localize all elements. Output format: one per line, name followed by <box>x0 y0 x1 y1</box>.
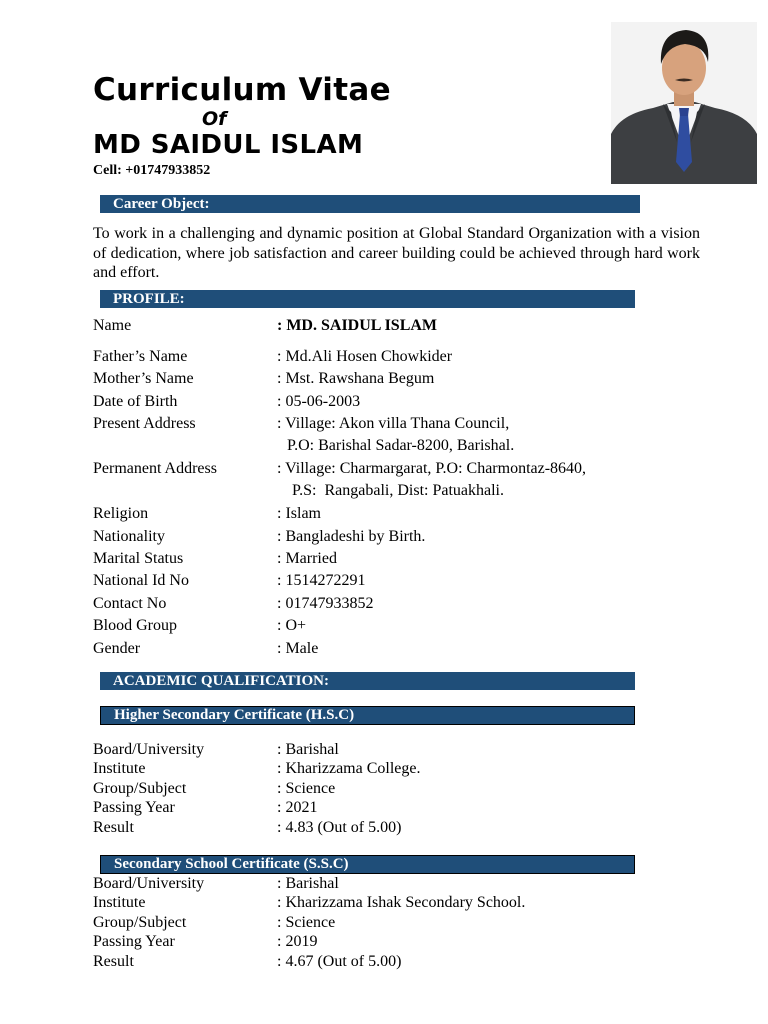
ssc-value-institute: : Kharizzama Ishak Secondary School. <box>277 894 526 911</box>
academic-heading <box>100 672 635 690</box>
career-object-text: To work in a challenging and dynamic position at Global Standard Organization with a vision of dedication, where job satisfaction and career building could be achieved through hard work and effort. <box>93 225 700 281</box>
profile-value-present-address-line2: P.O: Barishal Sadar-8200, Barishal. <box>287 437 515 454</box>
profile-label-marital-status: Marital Status <box>93 550 184 567</box>
profile-label-present-address: Present Address <box>93 415 196 432</box>
profile-value-present-address: : Village: Akon villa Thana Council, <box>277 415 510 432</box>
hsc-label-year: Passing Year <box>93 799 175 816</box>
ssc-heading <box>100 855 635 874</box>
hsc-value-result: : 4.83 (Out of 5.00) <box>277 819 402 836</box>
profile-heading-text: PROFILE: <box>113 291 185 307</box>
career-object-heading <box>100 195 640 213</box>
profile-label-gender: Gender <box>93 640 141 657</box>
profile-label-name: Name <box>93 317 132 334</box>
profile-value-permanent-address-line2: P.S: Rangabali, Dist: Patuakhali. <box>292 482 504 499</box>
profile-value-national-id: : 1514272291 <box>277 572 366 589</box>
profile-value-father: : Md.Ali Hosen Chowkider <box>277 348 453 365</box>
hsc-label-result: Result <box>93 819 134 836</box>
candidate-name: MD SAIDUL ISLAM <box>93 130 364 160</box>
profile-value-marital-status: : Married <box>277 550 337 567</box>
hsc-label-group: Group/Subject <box>93 780 187 797</box>
portrait-image <box>611 22 757 184</box>
profile-label-national-id: National Id No <box>93 572 189 589</box>
profile-label-religion: Religion <box>93 505 149 522</box>
profile-value-blood-group: : O+ <box>277 617 307 634</box>
career-object-heading-text: Career Object: <box>113 196 210 212</box>
profile-heading <box>100 290 635 308</box>
profile-label-father: Father’s Name <box>93 348 188 365</box>
profile-photo <box>611 22 757 184</box>
profile-value-contact: : 01747933852 <box>277 595 374 612</box>
ssc-value-board: : Barishal <box>277 875 339 892</box>
hsc-label-institute: Institute <box>93 760 146 777</box>
ssc-label-year: Passing Year <box>93 933 175 950</box>
profile-value-mother: : Mst. Rawshana Begum <box>277 370 435 387</box>
ssc-label-group: Group/Subject <box>93 914 187 931</box>
ssc-label-result: Result <box>93 953 134 970</box>
academic-heading-text: ACADEMIC QUALIFICATION: <box>113 673 329 689</box>
profile-value-dob: : 05-06-2003 <box>277 393 361 410</box>
ssc-label-institute: Institute <box>93 894 146 911</box>
profile-label-blood-group: Blood Group <box>93 617 177 634</box>
profile-value-nationality: : Bangladeshi by Birth. <box>277 528 426 545</box>
ssc-value-group: : Science <box>277 914 336 931</box>
profile-value-name: : MD. SAIDUL ISLAM <box>277 317 438 334</box>
hsc-value-year: : 2021 <box>277 799 318 816</box>
profile-value-religion: : Islam <box>277 505 321 522</box>
hsc-heading <box>100 706 635 725</box>
ssc-label-board: Board/University <box>93 875 205 892</box>
profile-label-nationality: Nationality <box>93 528 165 545</box>
profile-label-dob: Date of Birth <box>93 393 178 410</box>
ssc-value-result: : 4.67 (Out of 5.00) <box>277 953 402 970</box>
profile-label-contact: Contact No <box>93 595 167 612</box>
document-title: Curriculum Vitae <box>93 72 391 108</box>
profile-value-gender: : Male <box>277 640 319 657</box>
hsc-label-board: Board/University <box>93 741 205 758</box>
ssc-value-year: : 2019 <box>277 933 318 950</box>
profile-label-permanent-address: Permanent Address <box>93 460 217 477</box>
ssc-heading-text: Secondary School Certificate (S.S.C) <box>114 856 349 872</box>
cell-number: Cell: +01747933852 <box>93 163 211 178</box>
hsc-heading-text: Higher Secondary Certificate (H.S.C) <box>114 707 355 723</box>
hsc-value-board: : Barishal <box>277 741 339 758</box>
hsc-value-institute: : Kharizzama College. <box>277 760 421 777</box>
profile-label-mother: Mother’s Name <box>93 370 194 387</box>
title-of: Of <box>202 108 227 130</box>
profile-value-permanent-address: : Village: Charmargarat, P.O: Charmontaz-8640, <box>277 460 587 477</box>
hsc-value-group: : Science <box>277 780 336 797</box>
